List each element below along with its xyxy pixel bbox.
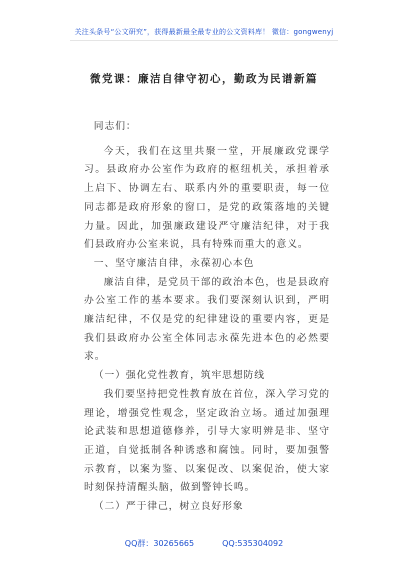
paragraph-subsection-1: 我们要坚持把党性教育放在首位，深入学习党的理论，增强党性观念，坚定政治立场。通过加强理论武装和思想道德修养，引导大家明辨是非、坚守正道，自觉抵制各种诱惑和腐蚀。同时，要加强警示教育，以案为鉴、以案促改、以案促治，使大家时刻保持清醒头脑，做到警钟长鸣。 [84,388,330,494]
document-body [84,118,330,517]
subsection-heading-2: （二）严于律己，树立良好形象 [93,501,244,513]
footer-qq-group: QQ群：30265665 [124,539,195,548]
header-divider [70,40,338,41]
subsection-heading-1: （一）强化党性教育，筑牢思想防线 [93,370,265,382]
header-note: 关注头条号“公文研究”，获得最新最全最专业的公文资料库！ 微信：gongwenyj [74,28,334,36]
section-heading-1: 一、坚守廉洁自律，永葆初心本色 [93,257,255,269]
footer-contact [0,538,408,549]
greeting: 同志们： [93,121,137,132]
document-title: 微党课：廉洁自律守初心，勤政为民谱新篇 [90,73,318,85]
footer-qq: QQ:535304092 [222,539,284,548]
paragraph-section-1: 廉洁自律，是党员干部的政治本色，也是县政府办公室工作的基本要求。我们要深刻认识到，严明廉洁纪律，不仅是党的纪律建设的重要内容，更是我们县政府办公室全体同志永葆先进本色的必然要求。 [84,276,330,363]
paragraph-intro: 今天，我们在这里共聚一堂，开展廉政党课学习。县政府办公室作为政府的枢纽机关，承担着承上启下、协调左右、联系内外的重要职责，每一位同志都是政府形象的窗口，是党的政策落地的关键力量。因此，加强廉政建设严守廉洁纪律，对于我们县政府办公室来说，具有特殊而重大的意义。 [84,145,330,251]
